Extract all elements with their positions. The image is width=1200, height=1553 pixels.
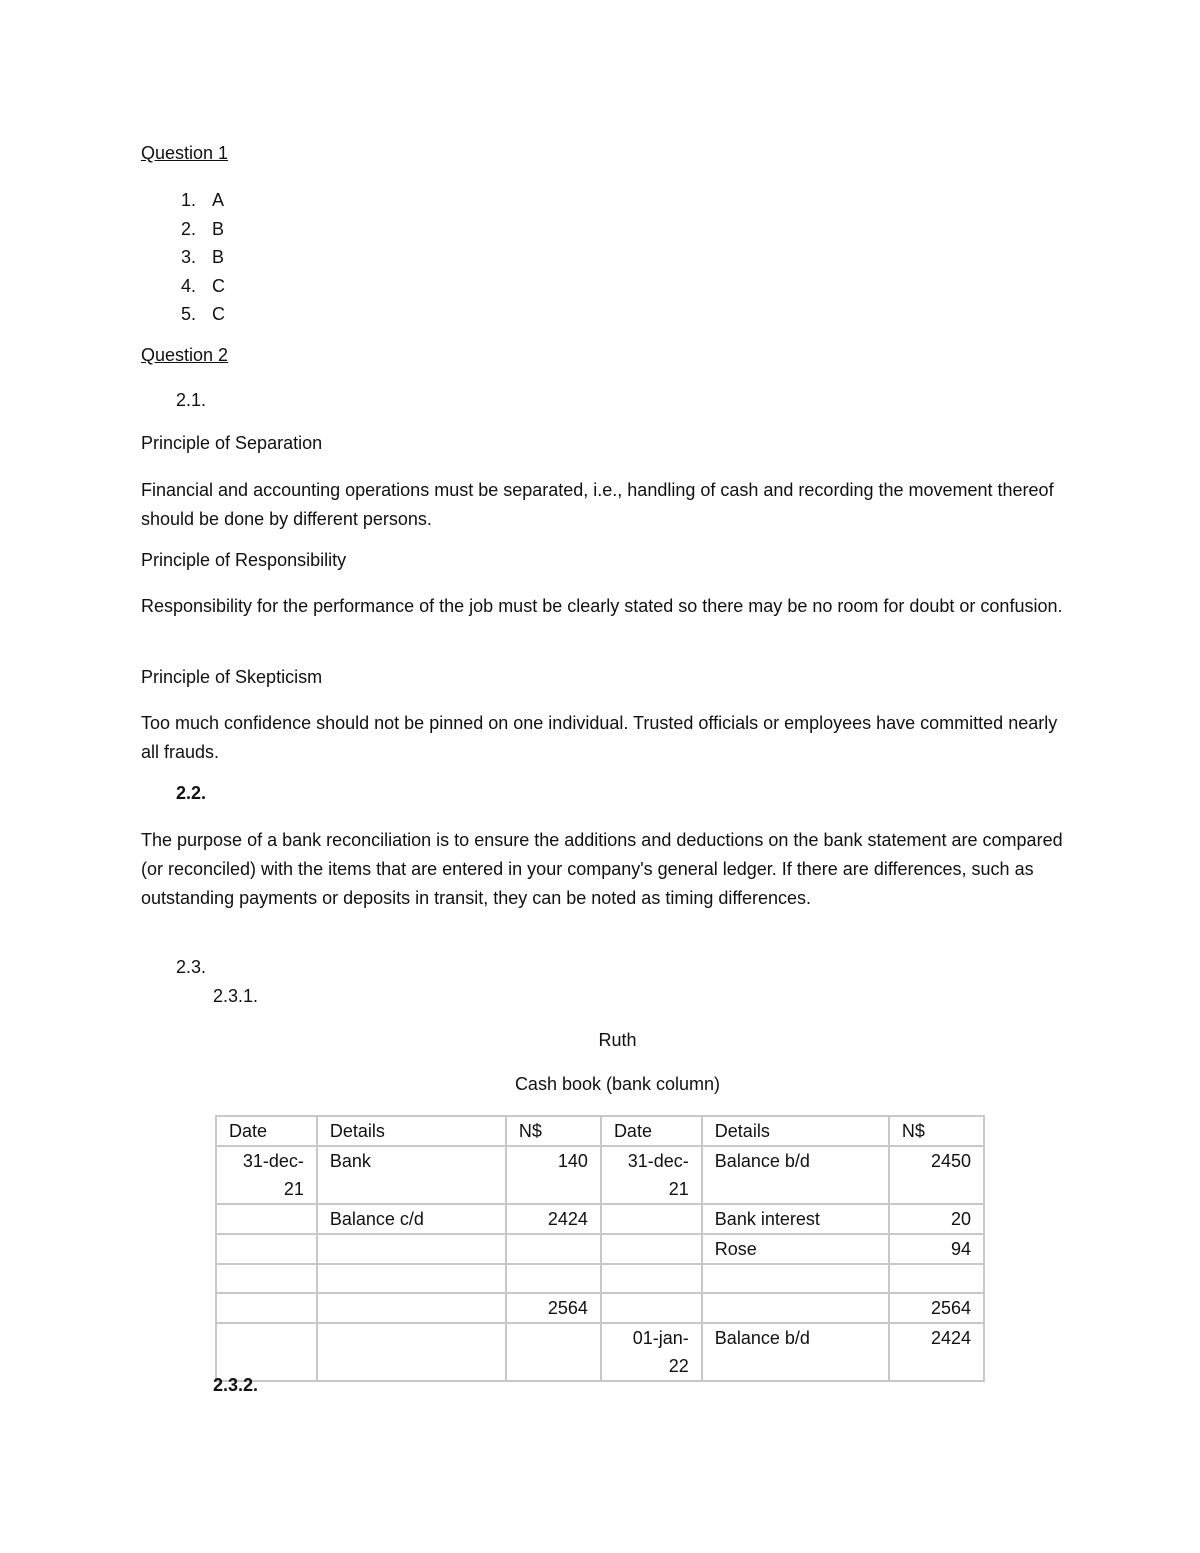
- table-cell: [506, 1234, 601, 1264]
- header-cell: N$: [506, 1116, 601, 1146]
- principle-responsibility-title: Principle of Responsibility: [141, 550, 347, 570]
- table-cell: 2450: [889, 1146, 984, 1204]
- table-cell: 2564: [889, 1293, 984, 1323]
- section-2-3-2-label: 2.3.2.: [213, 1375, 259, 1395]
- table-row: [216, 1146, 984, 1204]
- table-cell: [601, 1204, 702, 1234]
- table-cell: Balance b/d: [702, 1323, 889, 1381]
- table-cell: [216, 1323, 317, 1381]
- table-cell: [317, 1234, 506, 1264]
- table-totals-row: [216, 1293, 984, 1323]
- table-header-row: [216, 1116, 984, 1146]
- section-2-2-text: The purpose of a bank reconciliation is to ensure the additions and deductions on the bank statement are compared (or reconciled) with the items that are entered in your company's general ledger. If there are differences, such as outstanding payments or deposits in transit, they can be noted as timing differences.: [141, 830, 1063, 908]
- answer-value: A: [212, 190, 225, 210]
- question-2-heading: Question 2: [141, 345, 229, 365]
- principle-responsibility-text: Responsibility for the performance of the job must be clearly stated so there may be no room for doubt or confusion.: [141, 596, 1063, 616]
- answer-number: 4.: [180, 275, 196, 296]
- table-cell: [702, 1293, 889, 1323]
- table-cell: Bank interest: [702, 1204, 889, 1234]
- principle-separation-title: Principle of Separation: [141, 433, 323, 453]
- table-cell: [216, 1293, 317, 1323]
- header-cell: Details: [702, 1116, 889, 1146]
- table-cell: [506, 1264, 601, 1293]
- cashbook-table: [215, 1115, 985, 1382]
- principle-separation-text: Financial and accounting operations must be separated, i.e., handling of cash and recording the movement thereof should be done by different persons.: [141, 480, 1054, 529]
- table-cell: 140: [506, 1146, 601, 1204]
- table-cell: Rose: [702, 1234, 889, 1264]
- principle-skepticism-title: Principle of Skepticism: [141, 667, 323, 687]
- table-cell: Balance b/d: [702, 1146, 889, 1204]
- table-cell: [601, 1234, 702, 1264]
- table-cell: [317, 1264, 506, 1293]
- cashbook-owner-name: Ruth: [598, 1030, 637, 1050]
- table-cell: 94: [889, 1234, 984, 1264]
- answer-number: 3.: [180, 247, 196, 268]
- answer-value: B: [212, 247, 225, 268]
- table-cell: 2424: [889, 1323, 984, 1381]
- table-cell: 2564: [506, 1293, 601, 1323]
- table-cell: [216, 1234, 317, 1264]
- table-row: [216, 1323, 984, 1381]
- table-cell: 2424: [506, 1204, 601, 1234]
- cashbook-title: Cash book (bank column): [514, 1074, 721, 1094]
- table-cell: [601, 1293, 702, 1323]
- section-2-3-1-label: 2.3.1.: [213, 986, 259, 1006]
- question-1-heading: Question 1: [141, 143, 229, 163]
- table-cell: [317, 1293, 506, 1323]
- answer-number: 5.: [180, 304, 196, 325]
- table-row: [216, 1234, 984, 1264]
- header-cell: N$: [889, 1116, 984, 1146]
- table-cell: [216, 1204, 317, 1234]
- section-2-2-label: 2.2.: [176, 783, 207, 803]
- table-cell: 01-jan-22: [601, 1323, 702, 1381]
- answer-value: C: [212, 304, 225, 325]
- table-row: [216, 1204, 984, 1234]
- table-cell: [889, 1264, 984, 1293]
- table-cell: Bank: [317, 1146, 506, 1204]
- answer-number: 2.: [180, 218, 196, 239]
- table-row: [216, 1264, 984, 1293]
- table-cell: 20: [889, 1204, 984, 1234]
- section-2-3-label: 2.3.: [176, 957, 207, 977]
- table-cell: 31-dec-21: [601, 1146, 702, 1204]
- header-cell: Date: [216, 1116, 317, 1146]
- principle-skepticism-text: Too much confidence should not be pinned on one individual. Trusted officials or employees have committed nearly all frauds.: [141, 713, 1058, 762]
- table-cell: [702, 1264, 889, 1293]
- header-cell: Date: [601, 1116, 702, 1146]
- table-cell: 31-dec-21: [216, 1146, 317, 1204]
- answer-value: B: [212, 218, 225, 239]
- answer-number: 1.: [180, 190, 196, 210]
- answer-value: C: [212, 275, 225, 296]
- table-cell: [317, 1323, 506, 1381]
- table-cell: [506, 1323, 601, 1381]
- header-cell: Details: [317, 1116, 506, 1146]
- table-cell: [601, 1264, 702, 1293]
- section-2-1-label: 2.1.: [176, 390, 207, 410]
- table-cell: [216, 1264, 317, 1293]
- table-cell: Balance c/d: [317, 1204, 506, 1234]
